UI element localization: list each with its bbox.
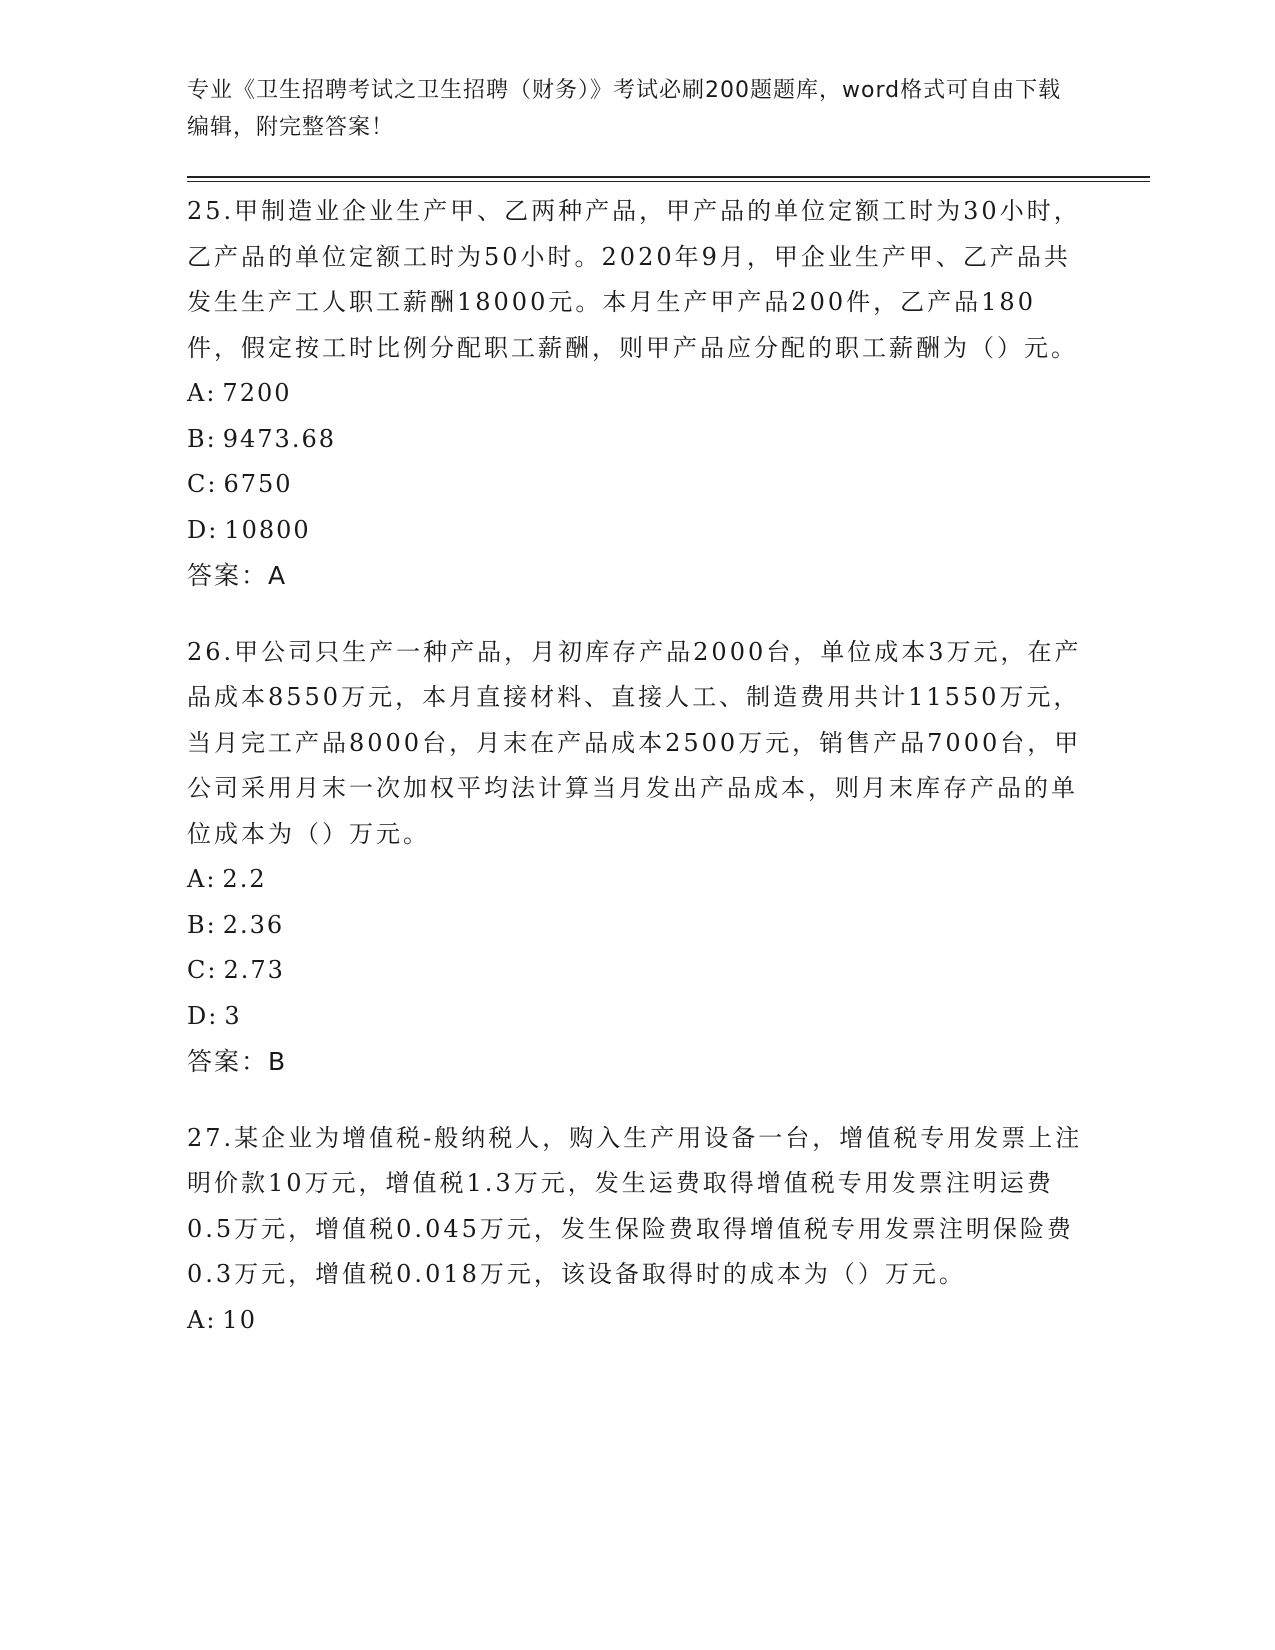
header-divider-thick: [187, 176, 1150, 178]
question-25: [187, 188, 1087, 599]
option-text: 2.36: [222, 910, 285, 939]
option-a: [187, 857, 1087, 903]
answer-line: 答案：B: [187, 1047, 288, 1076]
question-stem: 27.某企业为增值税-般纳税人，购入生产用设备一台，增值税专用发票上注明价款10万元，增值税1.3万元，发生运费取得增值税专用发票注明运费0.5万元，增值税0.045万元，发生保险费取得增值税专用发票注明保险费0.3万元，增值税0.018万元，该设备取得时的成本为（）万元。: [187, 1123, 1083, 1288]
option-text: 3: [224, 1001, 242, 1030]
option-text: 9473.68: [222, 424, 336, 453]
option-text: 2.2: [222, 865, 267, 893]
header-divider-thin: [187, 181, 1150, 182]
option-a: [187, 371, 1087, 417]
option-label: C:: [187, 470, 218, 498]
option-c: [187, 948, 1087, 994]
option-label: A:: [187, 865, 217, 893]
option-d: [187, 508, 1087, 554]
question-stem: 26.甲公司只生产一种产品，月初库存产品2000台，单位成本3万元，在产品成本8550万元，本月直接材料、直接人工、制造费用共计11550万元，当月完工产品8000台，月末在产品成本2500万元，销售产品7000台，甲公司采用月末一次加权平均法计算当月发出产品成本，则月末库存产品的单位成本为（）万元。: [187, 637, 1082, 848]
option-d: [187, 994, 1087, 1040]
question-stem: 25.甲制造业企业生产甲、乙两种产品，甲产品的单位定额工时为30小时，乙产品的单位定额工时为50小时。2020年9月，甲企业生产甲、乙产品共发生生产工人职工薪酬18000元。本月生产甲产品200件，乙产品180件，假定按工时比例分配职工薪酬，则甲产品应分配的职工薪酬为（）元。: [187, 197, 1081, 362]
option-text: 10800: [224, 515, 311, 544]
option-label: C:: [187, 956, 218, 984]
option-label: D:: [187, 1001, 219, 1030]
question-list: [187, 188, 1087, 1373]
option-label: A:: [187, 379, 217, 407]
option-b: [187, 417, 1087, 463]
option-a: [187, 1298, 1087, 1344]
option-b: [187, 903, 1087, 949]
option-text: 2.73: [223, 956, 285, 984]
answer-line: 答案：A: [187, 561, 288, 590]
header-title: 专业《卫生招聘考试之卫生招聘（财务）》考试必刷200题题库，word格式可自由下载编辑，附完整答案！: [187, 78, 1062, 140]
question-27: [187, 1115, 1087, 1344]
option-label: B:: [187, 424, 217, 453]
option-text: 6750: [223, 470, 293, 498]
option-label: D:: [187, 515, 219, 544]
option-c: [187, 462, 1087, 508]
document-header: [187, 72, 1067, 146]
option-text: 7200: [222, 379, 292, 407]
question-26: [187, 629, 1087, 1085]
option-label: A:: [187, 1305, 217, 1334]
option-label: B:: [187, 910, 217, 939]
option-text: 10: [222, 1305, 257, 1334]
